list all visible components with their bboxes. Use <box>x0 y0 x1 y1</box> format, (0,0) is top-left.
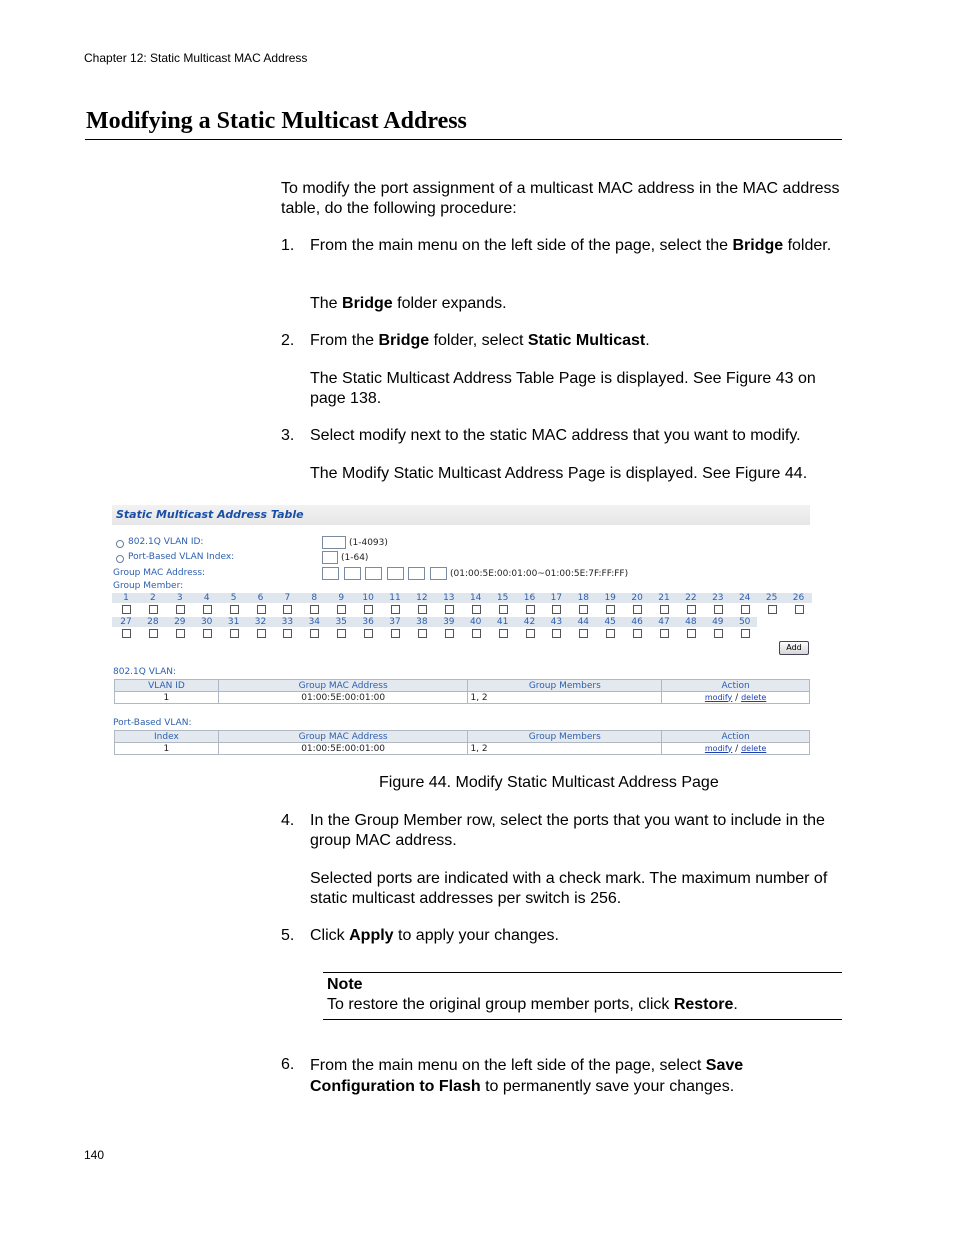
index-cell: 1 <box>115 743 219 755</box>
port-number-label: 43 <box>550 617 563 627</box>
step-2-result: The Static Multicast Address Table Page is displayed. See Figure 43 on page 138. <box>310 370 816 407</box>
port-checkbox[interactable] <box>203 605 212 614</box>
note-top-rule <box>323 972 842 973</box>
port-checkbox[interactable] <box>149 629 158 638</box>
port-number-label: 30 <box>200 617 213 627</box>
port-checkbox[interactable] <box>337 629 346 638</box>
step-1-text: From the main menu on the left side of the page, select the Bridge folder. <box>310 237 832 254</box>
vlan-col-header: Group MAC Address <box>218 680 468 692</box>
port-checkbox[interactable] <box>472 605 481 614</box>
port-number-label: 35 <box>335 617 347 627</box>
action-separator: / <box>735 692 739 703</box>
note-heading: Note <box>327 976 363 993</box>
step-6-text: From the main menu on the left side of the page, select Save Configuration to Flash to permanently save your changes. <box>310 1057 744 1095</box>
port-number-label: 23 <box>712 593 724 603</box>
port-checkbox[interactable] <box>122 629 131 638</box>
port-checkbox[interactable] <box>310 605 319 614</box>
port-vlan-input[interactable] <box>322 551 338 564</box>
page-number: 140 <box>84 1148 105 1162</box>
port-number-label: 32 <box>254 617 267 627</box>
figure-caption: Figure 44. Modify Static Multicast Address Page <box>379 774 719 791</box>
note-text: To restore the original group member ports, click Restore. <box>327 996 738 1013</box>
table-row <box>115 692 810 704</box>
port-number-label: 22 <box>685 593 697 603</box>
port-number-label: 47 <box>658 617 670 627</box>
port-number-label: 6 <box>257 593 264 603</box>
delete-link[interactable]: delete <box>741 692 767 702</box>
port-checkbox[interactable] <box>176 629 185 638</box>
vlan-table <box>114 679 810 704</box>
port-number-label: 49 <box>712 617 724 627</box>
running-header: Chapter 12: Static Multicast MAC Address <box>84 51 308 65</box>
step-3-number: 3. <box>281 427 295 444</box>
port-number-label: 46 <box>631 617 643 627</box>
vlan-col-header: Group Members <box>468 680 662 692</box>
port-number-label: 29 <box>174 617 186 627</box>
port-number-label: 26 <box>792 593 805 603</box>
group-member-label: Group Member: <box>113 581 184 591</box>
mac-octet-4-input[interactable] <box>387 567 404 580</box>
modify-link[interactable]: modify <box>704 692 733 702</box>
vlan-col-header: Action <box>662 680 810 692</box>
port-checkbox[interactable] <box>418 605 427 614</box>
port-checkbox[interactable] <box>257 629 266 638</box>
port-checkbox[interactable] <box>606 629 615 638</box>
port-number-label: 28 <box>147 617 159 627</box>
port-number-label: 10 <box>362 593 374 603</box>
step-2-text: From the Bridge folder, select Static Multicast. <box>310 332 650 349</box>
port-number-label: 44 <box>577 617 590 627</box>
port-checkbox[interactable] <box>741 629 750 638</box>
port-number-label: 21 <box>658 593 670 603</box>
port-checkbox[interactable] <box>714 629 723 638</box>
port-number-label: 25 <box>765 593 778 603</box>
port-vlan-table <box>114 730 810 755</box>
port-checkbox[interactable] <box>257 605 266 614</box>
port-checkbox[interactable] <box>391 629 400 638</box>
port-number-label: 14 <box>469 593 482 603</box>
port-vlan-label: Port-Based VLAN Index: <box>128 552 235 562</box>
port-checkbox[interactable] <box>526 605 535 614</box>
port-number-label: 2 <box>150 593 156 603</box>
port-checkbox[interactable] <box>445 605 454 614</box>
port-checkbox[interactable] <box>203 629 212 638</box>
port-number-label: 27 <box>120 617 132 627</box>
vlan-section-label: 802.1Q VLAN: <box>113 667 177 677</box>
port-number-label: 11 <box>389 593 401 603</box>
port-checkbox[interactable] <box>364 629 373 638</box>
port-number-label: 38 <box>416 617 428 627</box>
port-col-header: Index <box>115 731 219 743</box>
step-2-number: 2. <box>281 332 295 349</box>
delete-link[interactable]: delete <box>741 743 767 753</box>
port-checkbox[interactable] <box>310 629 319 638</box>
port-checkbox[interactable] <box>579 605 588 614</box>
port-number-label: 40 <box>469 617 482 627</box>
port-col-header: Action <box>662 731 810 743</box>
vlan-id-radio[interactable] <box>116 540 124 548</box>
port-number-label: 18 <box>577 593 590 603</box>
port-checkbox[interactable] <box>122 605 131 614</box>
port-checkbox[interactable] <box>445 629 454 638</box>
port-number-label: 13 <box>443 593 455 603</box>
port-number-label: 9 <box>338 593 345 603</box>
members-cell: 1, 2 <box>468 692 662 704</box>
port-checkbox[interactable] <box>526 629 535 638</box>
port-number-label: 39 <box>443 617 455 627</box>
port-checkbox[interactable] <box>230 629 239 638</box>
port-number-label: 16 <box>523 593 536 603</box>
mac-octet-1-input[interactable] <box>322 567 339 580</box>
port-number-label: 45 <box>604 617 616 627</box>
vlan-id-hint: (1-4093) <box>349 538 388 548</box>
port-checkbox[interactable] <box>391 605 400 614</box>
port-checkbox[interactable] <box>472 629 481 638</box>
add-button[interactable]: Add <box>779 641 809 655</box>
port-checkbox[interactable] <box>795 605 804 614</box>
port-checkbox[interactable] <box>364 605 373 614</box>
port-number-label: 5 <box>230 593 237 603</box>
port-number-label: 33 <box>281 617 294 627</box>
port-checkbox[interactable] <box>418 629 427 638</box>
step-4-text: In the Group Member row, select the ports that you want to include in the group MAC address. <box>310 812 825 849</box>
port-checkbox[interactable] <box>633 605 642 614</box>
vlan-id-input[interactable] <box>322 536 346 549</box>
port-checkbox[interactable] <box>633 629 642 638</box>
port-checkbox[interactable] <box>552 629 561 638</box>
port-vlan-hint: (1-64) <box>341 553 369 563</box>
port-checkbox[interactable] <box>741 605 750 614</box>
port-number-label: 19 <box>604 593 616 603</box>
port-number-label: 34 <box>308 617 321 627</box>
port-number-label: 7 <box>284 593 291 603</box>
group-mac-hint: (01:00:5E:00:01:00~01:00:5E:7F:FF:FF) <box>450 569 629 579</box>
title-rule <box>85 139 842 140</box>
mac-octet-3-input[interactable] <box>365 567 382 580</box>
port-number-label: 17 <box>550 593 563 603</box>
note-bottom-rule <box>323 1019 842 1020</box>
step-1-number: 1. <box>281 237 295 254</box>
port-number-label: 12 <box>416 593 428 603</box>
port-number-label: 50 <box>738 617 751 627</box>
port-checkbox[interactable] <box>606 605 615 614</box>
port-checkbox[interactable] <box>499 605 508 614</box>
port-col-header: Group MAC Address <box>218 731 468 743</box>
port-number-label: 36 <box>362 617 374 627</box>
port-number-label: 37 <box>389 617 401 627</box>
step-5-text: Click Apply to apply your changes. <box>310 927 559 944</box>
table-row <box>115 743 810 755</box>
mac-octet-2-input[interactable] <box>344 567 361 580</box>
figure-title: Static Multicast Address Table <box>116 508 304 521</box>
figure-title-bar <box>112 505 810 525</box>
port-number-label: 42 <box>523 617 536 627</box>
port-number-label: 48 <box>685 617 697 627</box>
port-number-label: 24 <box>738 593 751 603</box>
vlan-id-cell: 1 <box>115 692 219 704</box>
modify-link[interactable]: modify <box>704 743 733 753</box>
vlan-id-label: 802.1Q VLAN ID: <box>128 537 204 547</box>
vlan-col-header: VLAN ID <box>115 680 219 692</box>
port-col-header: Group Members <box>468 731 662 743</box>
port-checkbox[interactable] <box>176 605 185 614</box>
port-checkbox[interactable] <box>149 605 158 614</box>
intro-paragraph: To modify the port assignment of a multicast MAC address in the MAC address table, do the following procedure: <box>281 180 840 217</box>
port-checkbox[interactable] <box>768 605 777 614</box>
figure-44-screenshot <box>112 504 812 758</box>
section-title: Modifying a Static Multicast Address <box>86 108 467 134</box>
step-4-number: 4. <box>281 812 295 829</box>
port-checkbox[interactable] <box>337 605 346 614</box>
port-checkbox[interactable] <box>714 605 723 614</box>
step-6-number: 6. <box>281 1056 295 1073</box>
port-checkbox[interactable] <box>579 629 588 638</box>
port-number-label: 20 <box>631 593 643 603</box>
mac-cell: 01:00:5E:00:01:00 <box>218 692 468 704</box>
port-checkbox[interactable] <box>660 629 669 638</box>
group-mac-label: Group MAC Address: <box>113 568 206 578</box>
port-checkbox[interactable] <box>552 605 561 614</box>
members-cell: 1, 2 <box>468 743 662 755</box>
port-checkbox[interactable] <box>687 629 696 638</box>
port-checkbox[interactable] <box>499 629 508 638</box>
mac-octet-6-input[interactable] <box>430 567 447 580</box>
port-number-label: 4 <box>203 593 210 603</box>
port-number-label: 15 <box>496 593 509 603</box>
port-number-label: 1 <box>123 593 129 603</box>
step-3-result: The Modify Static Multicast Address Page is displayed. See Figure 44. <box>310 465 808 482</box>
step-5-number: 5. <box>281 927 295 944</box>
action-separator: / <box>735 743 739 754</box>
port-checkbox[interactable] <box>687 605 696 614</box>
mac-cell: 01:00:5E:00:01:00 <box>218 743 468 755</box>
port-number-label: 8 <box>311 593 318 603</box>
step-4-result: Selected ports are indicated with a check mark. The maximum number of static multicast addresses per switch is 256. <box>310 870 828 907</box>
port-vlan-section-label: Port-Based VLAN: <box>113 718 192 728</box>
port-checkbox[interactable] <box>230 605 239 614</box>
step-3-text: Select modify next to the static MAC address that you want to modify. <box>310 427 801 444</box>
action-cell <box>662 743 810 755</box>
port-checkbox[interactable] <box>283 605 292 614</box>
port-checkbox[interactable] <box>283 629 292 638</box>
action-cell <box>662 692 810 704</box>
port-number-label: 31 <box>227 617 240 627</box>
port-number-label: 41 <box>496 617 509 627</box>
port-checkbox[interactable] <box>660 605 669 614</box>
step-1-result: The Bridge folder expands. <box>310 295 507 312</box>
port-number-label: 3 <box>176 593 183 603</box>
mac-octet-5-input[interactable] <box>408 567 425 580</box>
port-vlan-radio[interactable] <box>116 555 124 563</box>
